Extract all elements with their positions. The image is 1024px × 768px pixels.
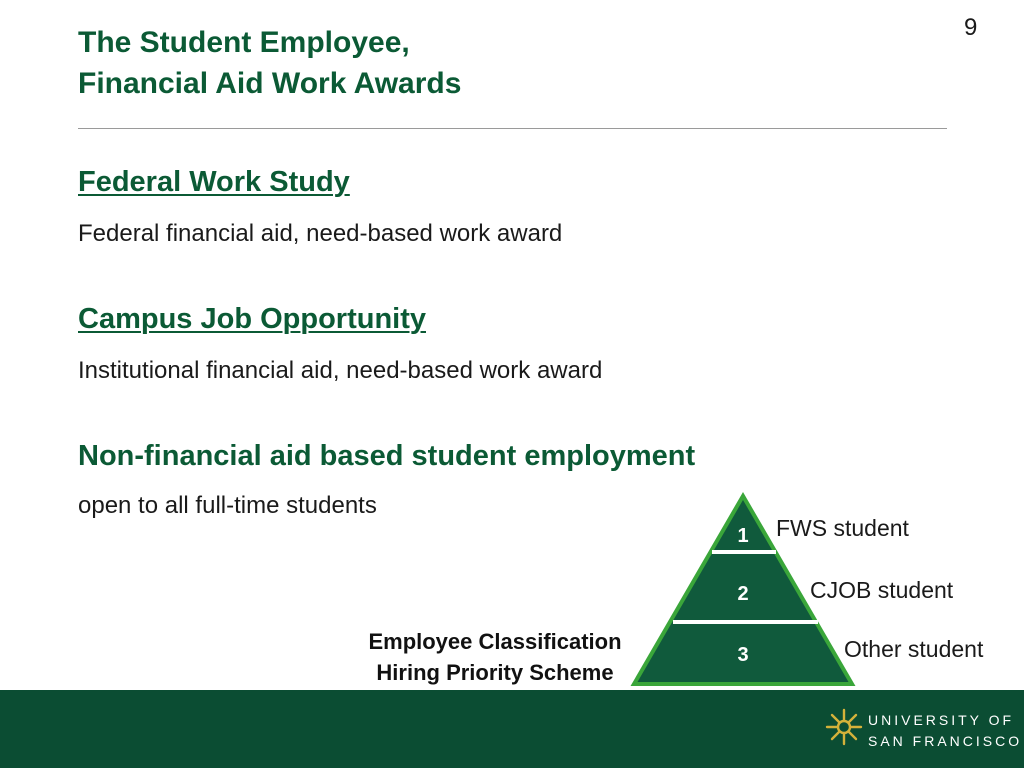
- section-heading-federal-work-study: Federal Work Study: [78, 166, 350, 198]
- page-number: 9: [964, 14, 978, 41]
- section-heading-campus-job-opportunity: Campus Job Opportunity: [78, 303, 426, 335]
- logo-line-1: UNIVERSITY OF: [868, 712, 1015, 728]
- university-logo-text: [868, 710, 1022, 752]
- pyramid-tier-1-label: FWS student: [776, 515, 909, 541]
- section-description-campus-job-opportunity: Institutional financial aid, need-based work award: [78, 357, 603, 384]
- logo-line-2: SAN FRANCISCO: [868, 733, 1023, 749]
- pyramid-tier-3-number: 3: [737, 644, 749, 666]
- pyramid-caption-line-2: Hiring Priority Scheme: [376, 660, 614, 685]
- slide-title: [78, 22, 461, 104]
- section-heading-non-financial-aid: Non-financial aid based student employment: [78, 440, 696, 472]
- pyramid-tier-1-number: 1: [737, 525, 749, 547]
- pyramid-tier-2-number: 2: [737, 583, 749, 605]
- pyramid-caption: [342, 626, 648, 688]
- university-logo-icon: [824, 706, 864, 748]
- section-description-federal-work-study: Federal financial aid, need-based work award: [78, 220, 563, 247]
- title-divider: [78, 128, 947, 129]
- pyramid-caption-line-1: Employee Classification: [368, 629, 622, 654]
- slide-title-line-1: The Student Employee,: [78, 26, 410, 59]
- slide-title-line-2: Financial Aid Work Awards: [78, 67, 462, 100]
- pyramid-tier-3-label: Other student: [844, 636, 984, 662]
- pyramid-tier-2-label: CJOB student: [810, 577, 954, 603]
- section-description-non-financial-aid: open to all full-time students: [78, 492, 377, 519]
